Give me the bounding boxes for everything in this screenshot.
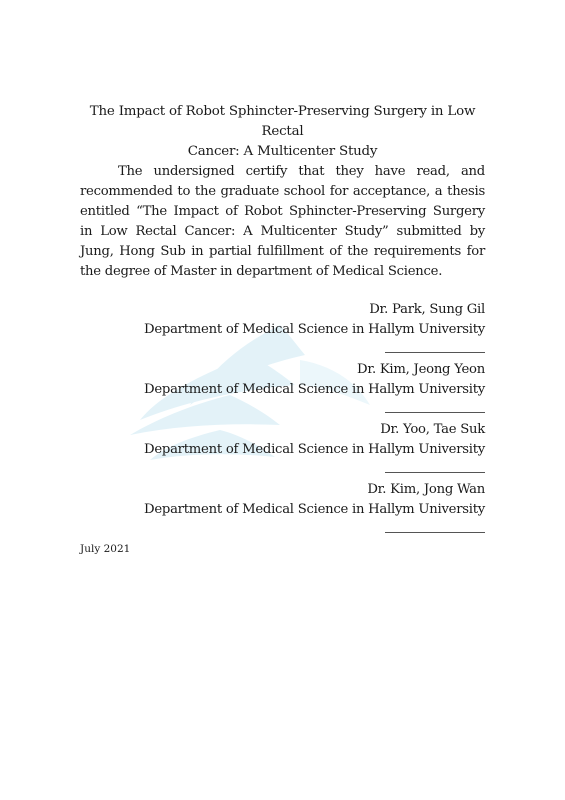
signatory-affiliation: Department of Medical Science in Hallym University bbox=[144, 322, 485, 337]
signatory-affiliation: Department of Medical Science in Hallym University bbox=[144, 382, 485, 397]
signatory-block-4 bbox=[125, 480, 485, 533]
approval-statement: The undersigned certify that they have read, and recommended to the graduate school for acceptance, a thesis entitled “The Impact of Robot Sphincter-Preserving Surgery in Low Rectal Cancer: A Multicenter Study” submitted by Jung, Hong Sub in partial fulfillment of the requirements for the degree of Master in department of Medical Science. bbox=[80, 164, 485, 279]
signatory-block-1 bbox=[125, 300, 485, 353]
thesis-title-line-1: The Impact of Robot Sphincter-Preserving Surgery in Low Rectal bbox=[89, 104, 476, 139]
signatory-affiliation: Department of Medical Science in Hallym University bbox=[144, 442, 485, 457]
thesis-title-line-2: Cancer: A Multicenter Study bbox=[187, 144, 378, 159]
signatory-block-2 bbox=[125, 360, 485, 413]
signatory-affiliation: Department of Medical Science in Hallym University bbox=[144, 502, 485, 517]
signatory-name: Dr. Kim, Jeong Yeon bbox=[357, 362, 485, 377]
signatory-name: Dr. Yoo, Tae Suk bbox=[380, 422, 485, 437]
submission-date: July 2021 bbox=[80, 543, 131, 555]
signatory-block-3 bbox=[125, 420, 485, 473]
signature-line bbox=[385, 532, 485, 533]
thesis-title bbox=[80, 102, 485, 162]
signatory-name: Dr. Park, Sung Gil bbox=[369, 302, 485, 317]
signature-line bbox=[385, 412, 485, 413]
signature-line bbox=[385, 352, 485, 353]
signature-line bbox=[385, 472, 485, 473]
signatory-name: Dr. Kim, Jong Wan bbox=[367, 482, 485, 497]
